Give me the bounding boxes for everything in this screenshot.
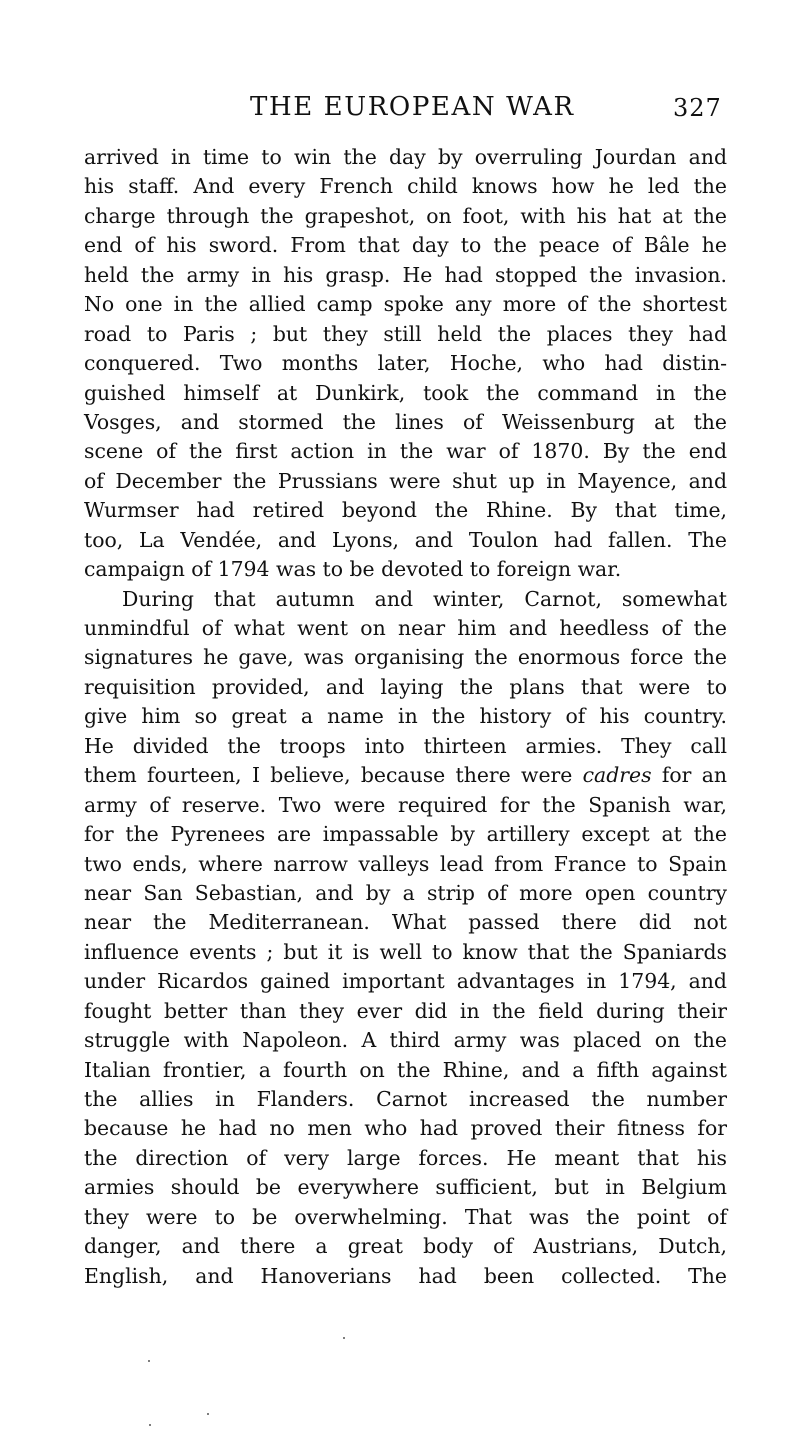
text-line: two ends, where narrow valleys lead from France to Spain bbox=[84, 851, 727, 876]
italic-word: cadres bbox=[582, 763, 652, 788]
text-line: of December the Prussians were shut up in Mayence, and bbox=[84, 468, 727, 493]
text-line: give him so great a name in the history of his country. bbox=[84, 704, 727, 729]
text-line: the direction of very large forces. He meant that his bbox=[84, 1145, 727, 1170]
text-line: near San Sebastian, and by a strip of more open country bbox=[84, 880, 727, 905]
text-line: the allies in Flanders. Carnot increased the number bbox=[84, 1087, 727, 1111]
text-line: Vosges, and stormed the lines of Weissenburg at the bbox=[84, 409, 727, 434]
body-text bbox=[84, 143, 727, 1291]
text-line: his staff. And every French child knows how he led the bbox=[84, 174, 727, 199]
scan-speck bbox=[148, 1360, 150, 1362]
text-line: too, La Vendée, and Lyons, and Toulon had fallen. The bbox=[84, 527, 727, 552]
text-line-with-italic bbox=[84, 761, 727, 790]
scan-speck bbox=[343, 1337, 345, 1339]
text-line: influence events ; but it is well to know that the Spaniards bbox=[84, 939, 727, 964]
text-line: struggle with Napoleon. A third army was placed on the bbox=[84, 1028, 727, 1053]
text-line: He divided the troops into thirteen armies. They call bbox=[84, 733, 727, 758]
text-run: them fourteen, I believe, because there were bbox=[84, 763, 573, 788]
text-line: road to Paris ; but they still held the places they had bbox=[84, 321, 727, 346]
text-run: for an bbox=[661, 763, 728, 788]
text-line: armies should be everywhere sufficient, but in Belgium bbox=[84, 1175, 727, 1200]
text-line: under Ricardos gained important advantages in 1794, and bbox=[84, 969, 727, 994]
text-line: signatures he gave, was organising the enormous force the bbox=[84, 645, 727, 670]
text-line: because he had no men who had proved their fitness for bbox=[84, 1116, 727, 1141]
text-line: held the army in his grasp. He had stopped the invasion. bbox=[84, 262, 727, 287]
text-line: danger, and there a great body of Austrians, Dutch, bbox=[84, 1234, 727, 1259]
running-title: THE EUROPEAN WAR bbox=[250, 92, 575, 122]
text-line: unmindful of what went on near him and heedless of the bbox=[84, 616, 727, 640]
text-line: Italian frontier, a fourth on the Rhine, and a fifth against bbox=[84, 1057, 727, 1082]
text-line: fought better than they ever did in the field during their bbox=[84, 998, 727, 1023]
scan-speck bbox=[149, 1424, 151, 1426]
paragraph-end-line: campaign of 1794 was to be devoted to foreign war. bbox=[84, 557, 622, 582]
page-number: 327 bbox=[673, 94, 722, 122]
text-line: they were to be overwhelming. That was the point of bbox=[84, 1204, 727, 1229]
text-line: scene of the first action in the war of 1870. By the end bbox=[84, 439, 727, 464]
text-line: conquered. Two months later, Hoche, who had distin- bbox=[84, 351, 727, 376]
text-line: guished himself at Dunkirk, took the command in the bbox=[84, 380, 727, 405]
text-line: requisition provided, and laying the plans that were to bbox=[84, 674, 727, 699]
text-line: for the Pyrenees are impassable by artillery except at the bbox=[84, 822, 727, 847]
scan-speck bbox=[207, 1413, 209, 1415]
text-line: arrived in time to win the day by overruling Jourdan and bbox=[84, 145, 727, 169]
text-line: near the Mediterranean. What passed there did not bbox=[84, 910, 727, 935]
text-line: army of reserve. Two were required for the Spanish war, bbox=[84, 792, 727, 817]
text-line: English, and Hanoverians had been collected. The bbox=[84, 1263, 727, 1288]
text-line: charge through the grapeshot, on foot, with his hat at the bbox=[84, 203, 727, 228]
text-line: No one in the allied camp spoke any more of the shortest bbox=[84, 292, 727, 317]
text-line: end of his sword. From that day to the peace of Bâle he bbox=[84, 233, 727, 258]
text-line: Wurmser had retired beyond the Rhine. By that time, bbox=[84, 498, 727, 523]
paragraph-start-line: During that autumn and winter, Carnot, somewhat bbox=[122, 586, 727, 611]
